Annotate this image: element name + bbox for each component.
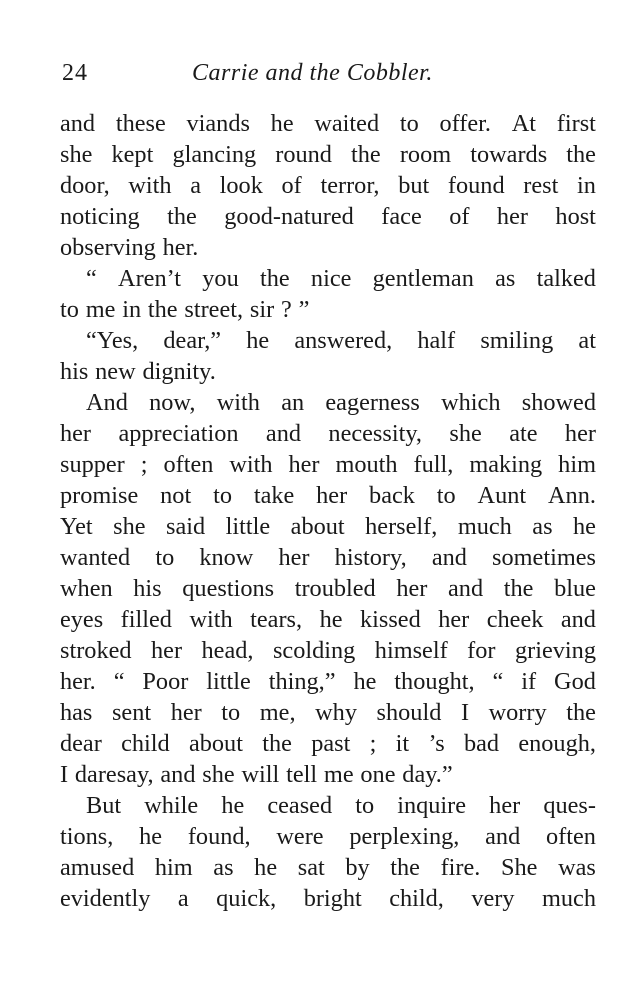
text-line: And now, with an eagerness which showed xyxy=(86,389,596,416)
text-line: amused him as he sat by the fire. She was xyxy=(60,854,596,881)
text-line: supper ; often with her mouth full, making him xyxy=(60,451,596,478)
text-line: door, with a look of terror, but found rest in xyxy=(60,172,596,199)
text-line: dear child about the past ; it ’s bad enough, xyxy=(60,730,596,757)
text-line: when his questions troubled her and the blue xyxy=(60,575,596,602)
page-header xyxy=(60,54,596,94)
text-line: has sent her to me, why should I worry the xyxy=(60,699,596,726)
text-line: evidently a quick, bright child, very much xyxy=(60,885,596,912)
text-line: eyes filled with tears, he kissed her cheek and xyxy=(60,606,596,633)
text-line: to me in the street, sir ? ” xyxy=(60,296,310,323)
text-line: But while he ceased to inquire her ques- xyxy=(86,792,596,819)
text-line: Yet she said little about herself, much as he xyxy=(60,513,596,540)
text-line: his new dignity. xyxy=(60,358,216,385)
text-line: noticing the good-natured face of her host xyxy=(60,203,596,230)
text-line: she kept glancing round the room towards the xyxy=(60,141,596,168)
text-line: her appreciation and necessity, she ate her xyxy=(60,420,596,447)
text-line: “Yes, dear,” he answered, half smiling at xyxy=(86,327,596,354)
book-page xyxy=(60,54,596,914)
text-line: and these viands he waited to offer. At first xyxy=(60,110,596,137)
text-line: tions, he found, were perplexing, and often xyxy=(60,823,596,850)
page-number: 24 xyxy=(62,60,88,86)
text-line: “ Aren’t you the nice gentleman as talked xyxy=(86,265,596,292)
text-line: observing her. xyxy=(60,234,199,261)
text-line: stroked her head, scolding himself for grieving xyxy=(60,637,596,664)
text-line: I daresay, and she will tell me one day.” xyxy=(60,761,453,788)
body-text xyxy=(60,108,596,914)
running-title: Carrie and the Cobbler. xyxy=(192,60,433,86)
text-line: her. “ Poor little thing,” he thought, “ if God xyxy=(60,668,596,695)
text-line: promise not to take her back to Aunt Ann. xyxy=(60,482,596,509)
text-line: wanted to know her history, and sometimes xyxy=(60,544,596,571)
